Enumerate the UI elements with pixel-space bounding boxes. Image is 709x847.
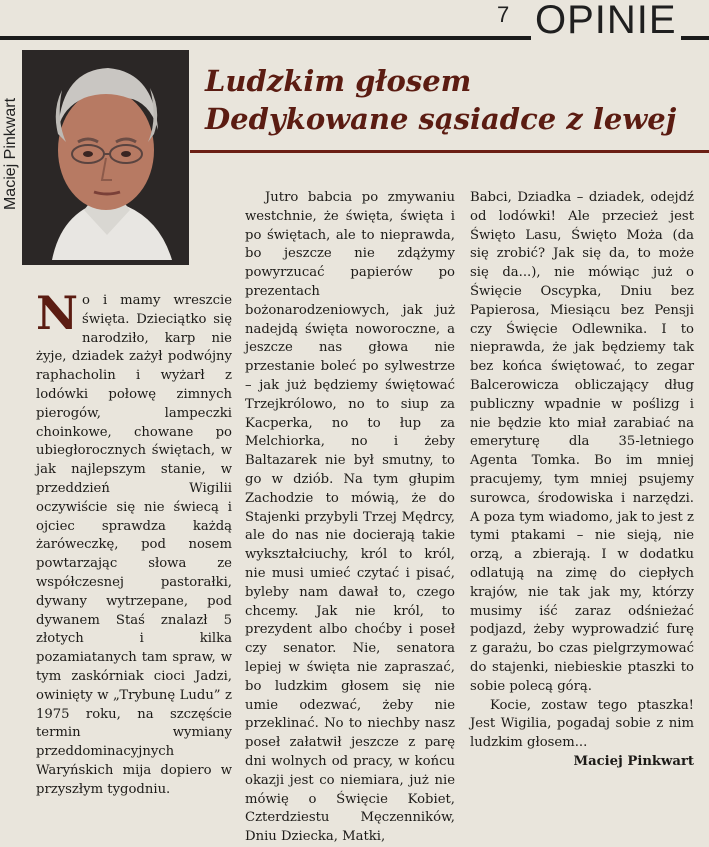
article-title <box>205 62 695 138</box>
column-3-paragraph-1: Babci, Dziadka – dziadek, odejdź od lodówki! Ale przecież jest Święto Lasu, Święto Moża (da się zrobić? Jak się da, to może się da...), nie mówiąc już o Święcie Oscypka, Dniu bez Papierosa, Miesiącu bez Pensji czy Święcie Odlewnika. I to nieprawda, że jak będziemy tak bez końca świętować, to zegar Balcerowicza obliczający dług publiczny wpadnie w poślizg i nie będzie kto miał zarabiać na emeryturę dla 35-letniego Agenta Tomka. Bo im mniej pracujemy, tym mniej psujemy surowca, środowiska i narzędzi. A poza tym wiadomo, jak to jest z tymi ptakami – nie sieją, nie orzą, a zbierają. I w dodatku odlatują na zimę do ciepłych krajów, nie tak jak my, którzy musimy iść zaraz odśnieżać podjazd, żeby wyprowadzić furę z garażu, bo czas pielgrzymować do stajenki, niebieskie ptaszki to sobie polecą górą. <box>470 190 694 694</box>
author-name-vertical: Maciej Pinkwart <box>2 97 19 211</box>
column-1-text: No i mamy wreszcie święta. Dzieciątko się narodziło, karp nie żyje, dziadek zażył podwójny raphacholin i wyżarł z lodówki połowę zimnych pierogów, lampeczki choinkowe, chowane po ubiegłorocznych świętach, w jak najlepszym stanie, w przeddzień Wigilii oczywiście się nie świecą i ojciec sprawdza każdą żaróweczkę, pod nosem powtarzając słowa ze współczesnej pastorałki, dywany wytrzepane, pod dywanem Staś znalazł 5 złotych i kilka pozamiatanych tam spraw, w tym zaskórniak cioci Jadzi, owinięty w „Trybunę Ludu” z 1975 roku, na szczęście termin wymiany przeddominacyjnych Waryńskich mija dopiero w przyszłym tygodniu. <box>36 286 232 797</box>
page-header <box>0 0 709 46</box>
author-strip <box>0 50 22 260</box>
portrait-illustration <box>22 50 189 265</box>
title-line-1: Ludzkim głosem <box>205 64 472 98</box>
article-column-2 <box>245 189 455 847</box>
section-label: OPINIE <box>531 0 681 43</box>
title-rule <box>190 150 709 153</box>
article-column-1 <box>36 286 232 800</box>
author-signature: Maciej Pinkwart <box>573 753 694 769</box>
page-number: 7 <box>497 2 510 27</box>
column-2-text: Jutro babcia po zmywaniu westchnie, że święta, święta i po świętach, ale to nieprawda, bo jeszcze nie zdążymy powyrzucać papierów po prezentach bożonarodzeniowych, jak już nadejdą święta noworoczne, a jeszcze nas głowa nie przestanie boleć po sylwestrze – jak już będziemy świętować Trzejkrólowo, no to siup za Kacperka, no to łup za Melchiorka, no i żeby Baltazarek nie był smutny, to go w dziób. Na tym głupim Zachodzie to mówią, że do Stajenki przybyli Trzej Mędrcy, ale do nas nie docierają takie wykształciuchy, król to król, nie musi umieć czytać i pisać, byleby nam dawał to, czego chcemy. Jak nie król, to prezydent albo choćby i poseł czy senator. Nie, senatora lepiej w święta nie zapraszać, bo ludzkim głosem się nie umie odezwać, żeby nie przeklinać. No to niechby nasz poseł załatwił jeszcze z parę dni wolnych od pracy, w końcu okazji jest co niemiara, już nie mówię o Święcie Kobiet, Czterdziestu Męczenników, Dniu Dziecka, Matki, <box>245 190 455 845</box>
title-line-2: Dedykowane sąsiadce z lewej <box>205 102 677 136</box>
column-3-paragraph-2: Kocie, zostaw tego ptaszka! Jest Wigilia, pogadaj sobie z nim ludzkim głosem... <box>470 697 694 751</box>
article-column-3 <box>470 189 694 772</box>
author-photo <box>22 50 189 265</box>
